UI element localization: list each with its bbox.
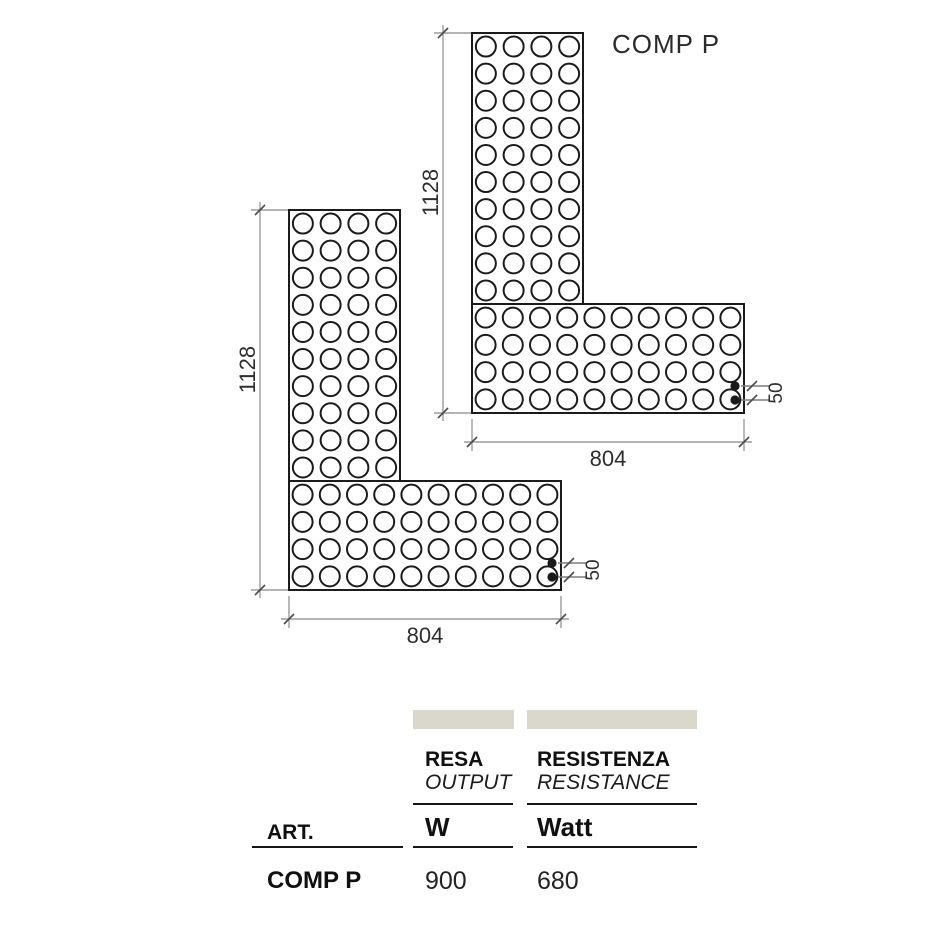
vertical-module-outline: [472, 33, 583, 304]
product-title: COMP P: [612, 29, 721, 59]
unit-w-label: W: [425, 812, 450, 842]
col-header-resistenza: RESISTENZA: [537, 748, 671, 771]
dim-pitch: [558, 558, 604, 582]
table-rule: [413, 846, 513, 848]
dim-pitch: [741, 381, 787, 405]
col-header-resa: RESA: [425, 748, 484, 771]
dim-label: 1128: [418, 168, 443, 217]
table-header-bar: [527, 710, 697, 729]
horizontal-module-outline: [472, 304, 744, 413]
dim-width: [281, 596, 569, 648]
dim-label: 1128: [235, 345, 260, 394]
col-subheader-resistance: RESISTANCE: [537, 771, 670, 794]
table-rule: [527, 803, 697, 805]
dim-height: [235, 202, 288, 598]
connection-dot: [730, 381, 739, 390]
dim-label: 804: [406, 623, 444, 648]
dim-label: 50: [766, 382, 787, 404]
table-rule: [413, 803, 513, 805]
connection-dot: [547, 572, 556, 581]
unit-watt-label: Watt: [537, 812, 593, 842]
vertical-module-outline: [289, 210, 400, 481]
row-output-value: 900: [425, 867, 467, 895]
table-header-bar: [413, 710, 514, 729]
art-header: ART.: [267, 821, 314, 844]
row-resistance-value: 680: [537, 867, 579, 895]
dim-height: [418, 25, 471, 421]
table-rule: [252, 846, 403, 848]
col-subheader-output: OUTPUT: [425, 771, 512, 794]
connection-dot: [547, 558, 556, 567]
unit-upper-right: [418, 25, 787, 471]
horizontal-module-outline: [289, 481, 561, 590]
dim-width: [464, 419, 752, 471]
table-rule: [527, 846, 697, 848]
row-art-value: COMP P: [267, 867, 362, 894]
connection-dot: [730, 395, 739, 404]
dim-label: 50: [583, 559, 604, 581]
dim-label: 804: [589, 446, 627, 471]
